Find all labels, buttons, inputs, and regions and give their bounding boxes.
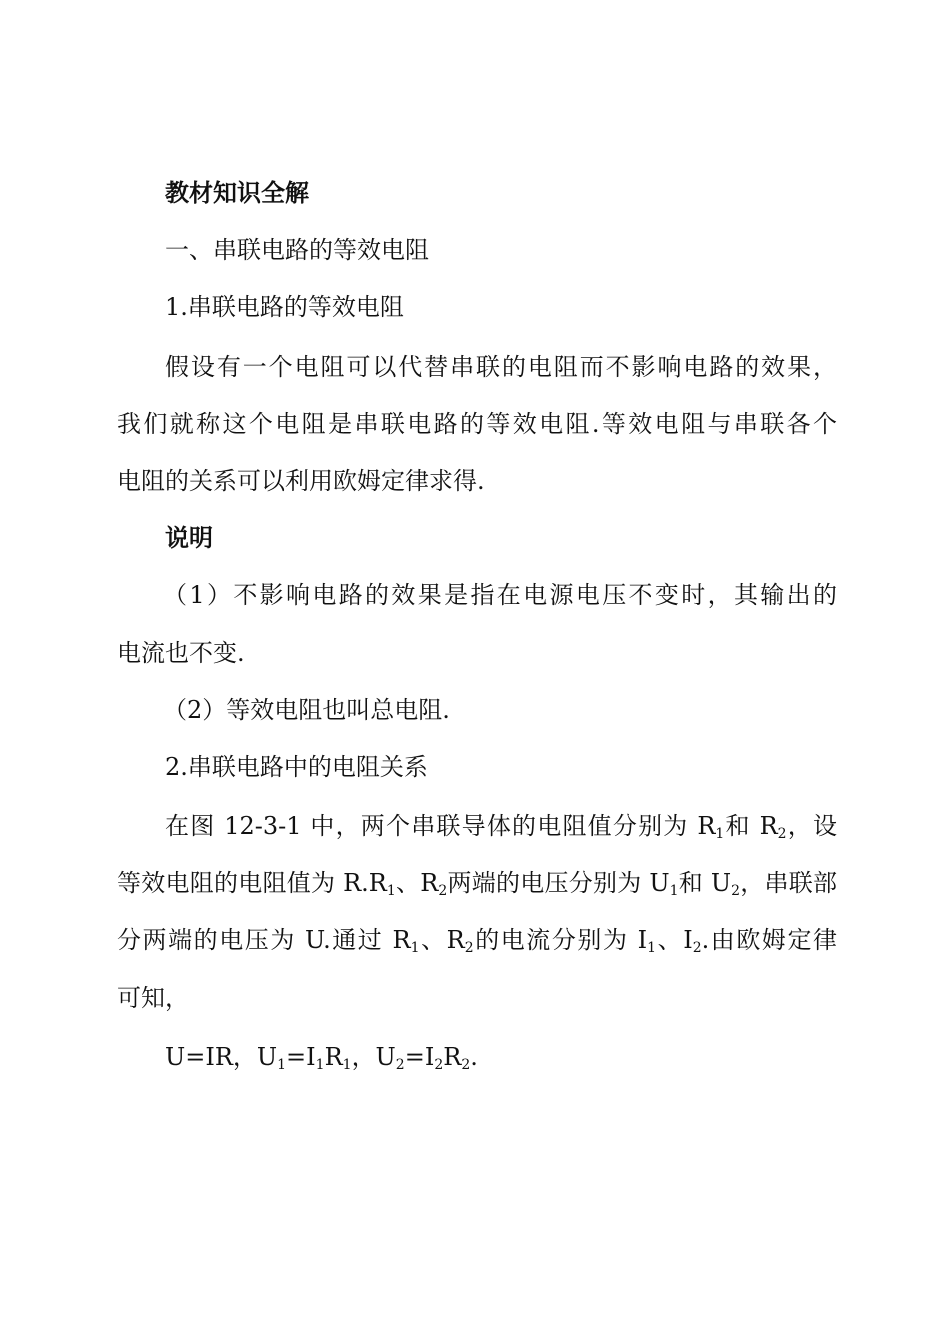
heading: 教材知识全解: [165, 179, 309, 207]
subsection-title-2: 2.串联电路中的电阻关系: [165, 753, 428, 781]
paragraph-2-line-1: 在图 12-3-1 中，两个串联导体的电阻值分别为 $R_1$和 $R_2$，设: [165, 812, 837, 842]
note-label: 说明: [165, 524, 213, 552]
paragraph-1-line-3: 电阻的关系可以利用欧姆定律求得.: [117, 467, 485, 495]
subsection-title-1: 1.串联电路的等效电阻: [165, 293, 404, 321]
note-1-line-2: 电流也不变.: [117, 639, 245, 667]
note-2: （2）等效电阻也叫总电阻.: [163, 696, 450, 724]
section-title: 一、串联电路的等效电阻: [165, 236, 429, 264]
paragraph-1-line-1: 假设有一个电阻可以代替串联的电阻而不影响电路的效果，: [165, 353, 837, 381]
paragraph-2-line-4: 可知，: [117, 984, 189, 1012]
formula: U=IR，$U_1=I_1R_1$，$U_2=I_2R_2$.: [165, 1043, 478, 1073]
paragraph-1-line-2: 我们就称这个电阻是串联电路的等效电阻.等效电阻与串联各个: [117, 410, 837, 438]
paragraph-2-line-3: 分两端的电压为 U.通过 $R_1$、$R_2$的电流分别为 $I_1$、$I_2$.由欧姆定律: [117, 926, 837, 956]
note-1-line-1: （1）不影响电路的效果是指在电源电压不变时，其输出的: [163, 581, 837, 609]
paragraph-2-line-2: 等效电阻的电阻值为 $R.R_1$、$R_2$两端的电压分别为 $U_1$和 $U_2$，串联部: [117, 869, 837, 899]
